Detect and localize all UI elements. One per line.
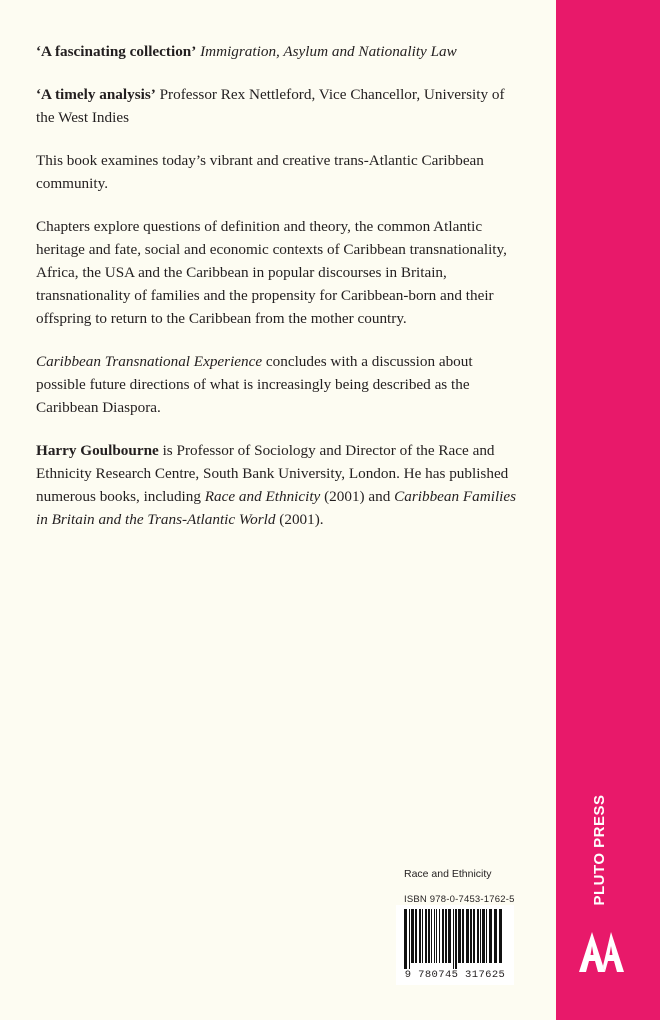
cover-text: [36, 40, 526, 551]
author-book-1: Race and Ethnicity: [204, 488, 321, 505]
barcode-bar: [489, 909, 492, 963]
series-label: Race and Ethnicity: [404, 868, 492, 880]
barcode-bar: [453, 909, 454, 969]
barcode-bar: [439, 909, 440, 963]
barcode-bar: [419, 909, 421, 963]
barcode-bar: [462, 909, 464, 963]
blurb-2-quote: ‘A timely analysis’: [36, 86, 156, 103]
barcode-bar: [499, 909, 502, 963]
barcode-bars: [402, 909, 508, 969]
barcode-bar: [411, 909, 414, 963]
author-book-2-year: (2001).: [279, 511, 324, 528]
author-bio: [36, 439, 526, 531]
barcode-bar: [494, 909, 497, 963]
barcode-bar: [458, 909, 461, 963]
pluto-press-logo-icon: [578, 930, 628, 974]
barcode-bar: [455, 909, 457, 969]
barcode-bar: [425, 909, 427, 963]
barcode-bar: [415, 909, 417, 963]
blurb-1: [36, 40, 526, 63]
conclusion-text: concludes with a discussion about possible future directions of what is increasingly being described as the Caribbean Diaspora.: [36, 353, 473, 416]
barcode-bar: [434, 909, 435, 963]
barcode-bar: [480, 909, 481, 963]
barcode-bar: [442, 909, 444, 963]
author-book-2: Caribbean Families in Britain and the Trans-Atlantic World: [36, 488, 517, 528]
barcode: [396, 905, 514, 985]
description-intro: This book examines today’s vibrant and creative trans-Atlantic Caribbean community.: [36, 152, 484, 192]
isbn-label: ISBN 978-0-7453-1762-5: [404, 894, 515, 905]
barcode-bar: [448, 909, 451, 963]
description-conclusion: [36, 350, 526, 419]
barcode-bar: [445, 909, 447, 963]
barcode-bar: [486, 909, 487, 963]
barcode-bar: [473, 909, 475, 963]
barcode-bar: [470, 909, 472, 963]
blurb-2-source: Professor Rex Nettleford, Vice Chancellor, University of the West Indies: [36, 86, 505, 126]
description-chapters: Chapters explore questions of definition and theory, the common Atlantic heritage and fate, social and economic contexts of Caribbean transnationality, Africa, the USA and the Caribbean in popular discourses in Britain, transnationality of families and the propensity for Caribbean-born and their offspring to return to the Caribbean from the mother country.: [36, 218, 507, 327]
author-name: Harry Goulbourne: [36, 442, 159, 459]
barcode-bar: [422, 909, 423, 963]
blurb-1-quote: ‘A fascinating collection’: [36, 43, 197, 60]
barcode-bar: [428, 909, 430, 963]
blurb-1-source: Immigration, Asylum and Nationality Law: [200, 43, 457, 60]
barcode-bar: [482, 909, 485, 963]
barcode-bar: [404, 909, 407, 969]
barcode-bar: [436, 909, 437, 963]
blurb-2: [36, 83, 526, 129]
publisher-name: PLUTO PRESS: [591, 794, 608, 906]
barcode-bar: [431, 909, 432, 963]
author-book-1-year: (2001) and: [324, 488, 391, 505]
author-bio-text: is Professor of Sociology and Director of the Race and Ethnicity Research Centre, South Bank University, London. He has published numerous books, including: [36, 442, 509, 505]
barcode-bar: [409, 909, 410, 969]
barcode-digits: 9 780745 317625: [404, 969, 506, 981]
barcode-bar: [466, 909, 469, 963]
barcode-bar: [477, 909, 479, 963]
publisher-wordmark: [586, 780, 614, 920]
book-title-mention: Caribbean Transnational Experience: [36, 353, 263, 370]
